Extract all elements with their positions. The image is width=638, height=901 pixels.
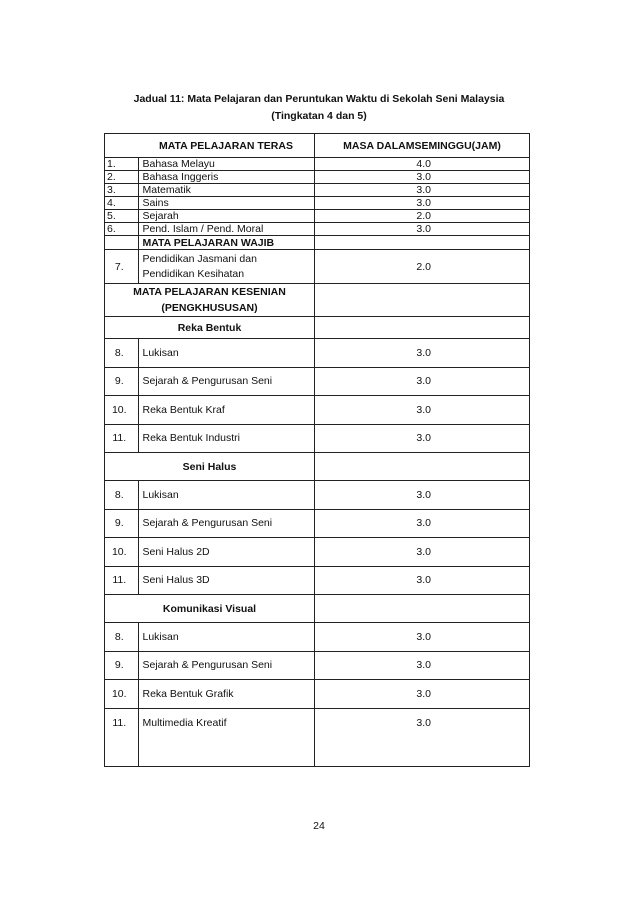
subject-name (138, 250, 315, 284)
subject-hours: 3.0 (315, 171, 530, 184)
table-row (105, 367, 530, 396)
row-number: 4. (105, 197, 139, 210)
row-number: 10. (105, 396, 139, 425)
row-number: 1. (105, 158, 139, 171)
header-time: MASA DALAMSEMINGGU(JAM) (315, 134, 530, 158)
table-row (105, 158, 530, 171)
subject-name: Reka Bentuk Grafik (138, 680, 315, 709)
row-number: 11. (105, 708, 139, 766)
subject-hours: 3.0 (315, 680, 530, 709)
subject-name: Reka Bentuk Kraf (138, 396, 315, 425)
row-number: 9. (105, 509, 139, 538)
subject-hours: 3.0 (315, 367, 530, 396)
subject-hours: 3.0 (315, 481, 530, 510)
subject-hours: 3.0 (315, 708, 530, 766)
empty-cell (315, 453, 530, 481)
subject-name: Sejarah & Pengurusan Seni (138, 651, 315, 680)
subject-hours: 3.0 (315, 424, 530, 453)
table-subtitle: (Tingkatan 4 dan 5) (271, 110, 367, 122)
group-heading: Komunikasi Visual (105, 595, 315, 623)
row-number: 9. (105, 367, 139, 396)
subject-name: Pend. Islam / Pend. Moral (138, 223, 315, 236)
table-row (105, 339, 530, 368)
group-heading-row (105, 317, 530, 339)
subject-hours: 3.0 (315, 184, 530, 197)
row-number: 3. (105, 184, 139, 197)
subject-table (104, 133, 530, 767)
subject-hours: 3.0 (315, 623, 530, 652)
table-row (105, 424, 530, 453)
table-row (105, 680, 530, 709)
row-number: 8. (105, 623, 139, 652)
subject-name: Multimedia Kreatif (138, 708, 315, 766)
subject-name: Sejarah (138, 210, 315, 223)
row-number: 8. (105, 481, 139, 510)
heading-line: MATA PELAJARAN KESENIAN (133, 286, 286, 298)
section-heading: MATA PELAJARAN WAJIB (138, 236, 315, 250)
table-row (105, 566, 530, 595)
subject-name: Bahasa Inggeris (138, 171, 315, 184)
table-row (105, 708, 530, 766)
table-row (105, 651, 530, 680)
subject-name: Matematik (138, 184, 315, 197)
table-row (105, 223, 530, 236)
header-row (105, 134, 530, 158)
subject-hours: 2.0 (315, 250, 530, 284)
subject-name: Lukisan (138, 339, 315, 368)
subject-name-line: Pendidikan Kesihatan (142, 267, 245, 280)
table-row (105, 210, 530, 223)
group-heading: Reka Bentuk (105, 317, 315, 339)
subject-name: Lukisan (138, 623, 315, 652)
subject-name: Sejarah & Pengurusan Seni (138, 367, 315, 396)
row-number: 8. (105, 339, 139, 368)
subject-name-line: Pendidikan Jasmani dan (142, 252, 257, 265)
row-number (105, 236, 139, 250)
subject-name: Seni Halus 3D (138, 566, 315, 595)
table-row (105, 538, 530, 567)
row-number: 2. (105, 171, 139, 184)
section-heading-row (105, 236, 530, 250)
subject-name: Bahasa Melayu (138, 158, 315, 171)
heading-line: (PENGKHUSUSAN) (161, 302, 258, 314)
table-row (105, 623, 530, 652)
subject-hours: 4.0 (315, 158, 530, 171)
subject-hours: 2.0 (315, 210, 530, 223)
table-row (105, 481, 530, 510)
empty-cell (315, 595, 530, 623)
empty-cell (315, 236, 530, 250)
subject-hours: 3.0 (315, 509, 530, 538)
subject-name: Reka Bentuk Industri (138, 424, 315, 453)
subject-hours: 3.0 (315, 566, 530, 595)
table-title: Jadual 11: Mata Pelajaran dan Peruntukan Waktu di Sekolah Seni Malaysia (133, 93, 505, 105)
table-row (105, 171, 530, 184)
row-number: 10. (105, 680, 139, 709)
row-number: 7. (105, 250, 139, 284)
header-no-cell (105, 134, 139, 158)
subject-name: Sains (138, 197, 315, 210)
empty-cell (315, 284, 530, 317)
subject-name: Seni Halus 2D (138, 538, 315, 567)
table-row (105, 250, 530, 284)
section-heading (105, 284, 315, 317)
table-row (105, 197, 530, 210)
group-heading: Seni Halus (105, 453, 315, 481)
table-row (105, 396, 530, 425)
empty-cell (315, 317, 530, 339)
subject-hours: 3.0 (315, 223, 530, 236)
group-heading-row (105, 453, 530, 481)
subject-hours: 3.0 (315, 538, 530, 567)
page-number: 24 (313, 820, 325, 832)
subject-hours: 3.0 (315, 396, 530, 425)
row-number: 11. (105, 566, 139, 595)
subject-hours: 3.0 (315, 197, 530, 210)
row-number: 11. (105, 424, 139, 453)
header-subject: MATA PELAJARAN TERAS (138, 134, 315, 158)
group-heading-row (105, 595, 530, 623)
subject-name: Sejarah & Pengurusan Seni (138, 509, 315, 538)
row-number: 10. (105, 538, 139, 567)
table-row (105, 184, 530, 197)
row-number: 6. (105, 223, 139, 236)
row-number: 5. (105, 210, 139, 223)
section-heading-row (105, 284, 530, 317)
subject-hours: 3.0 (315, 651, 530, 680)
subject-hours: 3.0 (315, 339, 530, 368)
row-number: 9. (105, 651, 139, 680)
table-row (105, 509, 530, 538)
subject-name: Lukisan (138, 481, 315, 510)
